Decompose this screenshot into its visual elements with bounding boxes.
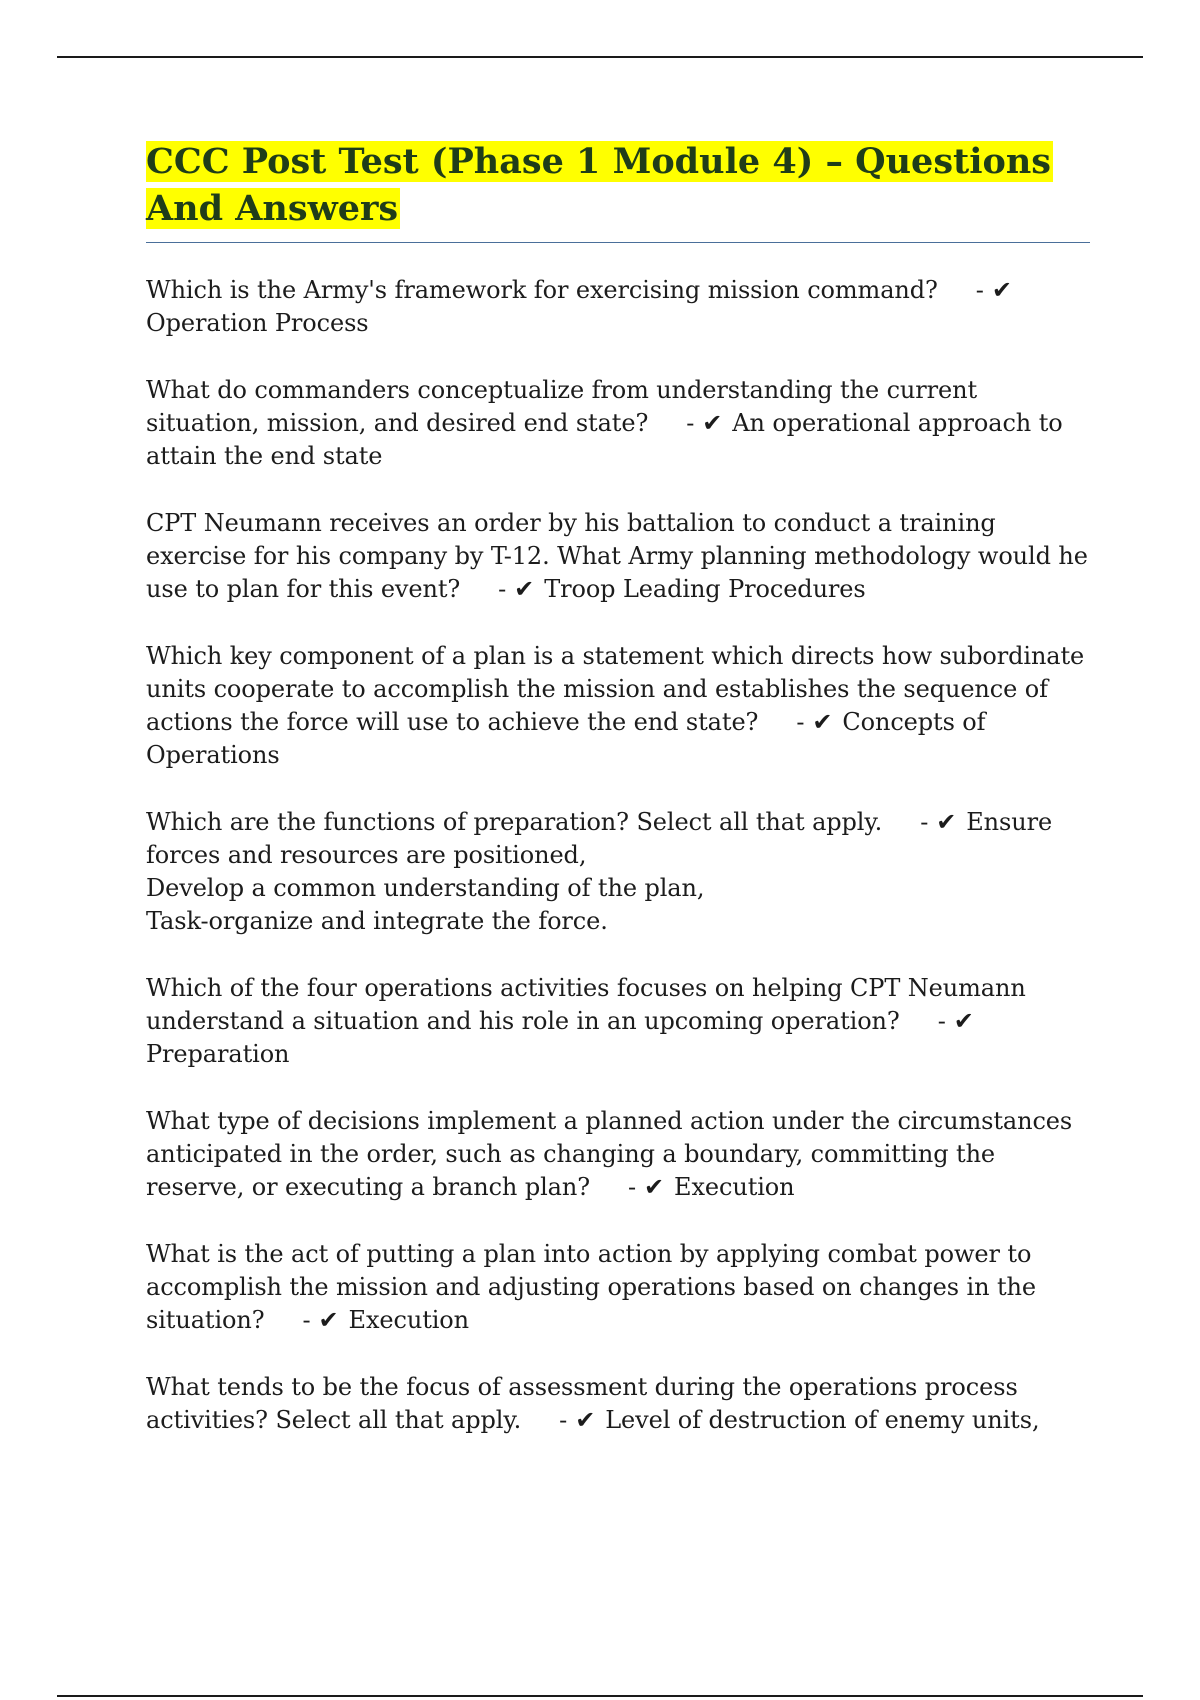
answer-text: Troop Leading Procedures xyxy=(544,575,866,603)
qa-item xyxy=(146,1371,1090,1437)
title-highlight: CCC Post Test (Phase 1 Module 4) – Questions And Answers xyxy=(146,141,1051,229)
qa-item xyxy=(146,972,1090,1071)
question-text: CPT Neumann receives an order by his battalion to conduct a training exercise for his company by T-12. What Army planning methodology would he use to plan for this event? xyxy=(146,509,1088,603)
qa-list xyxy=(146,274,1090,1437)
question-text: Which is the Army's framework for exercising mission command? xyxy=(146,276,938,304)
answer-separator: - xyxy=(920,808,929,836)
question-text: Which of the four operations activities focuses on helping CPT Neumann understand a situation and his role in an upcoming operation? xyxy=(146,974,1026,1035)
check-icon: ✔ xyxy=(936,808,957,836)
answer-text: Ensure forces and resources are positioned, xyxy=(146,808,1053,869)
answer-text: Concepts of Operations xyxy=(146,708,986,769)
document-title xyxy=(146,138,1090,232)
check-icon: ✔ xyxy=(318,1306,339,1334)
question-text: What do commanders conceptualize from understanding the current situation, mission, and desired end state? xyxy=(146,376,978,437)
answer-separator: - xyxy=(937,1007,946,1035)
answer-separator: - xyxy=(796,708,805,736)
check-icon: ✔ xyxy=(644,1173,665,1201)
question-text: What is the act of putting a plan into action by applying combat power to accomplish the mission and adjusting operations based on changes in the situation? xyxy=(146,1240,1036,1334)
title-underline xyxy=(146,242,1090,243)
answer-text: An operational approach to attain the end state xyxy=(146,409,1063,470)
question-text: What type of decisions implement a planned action under the circumstances anticipated in the order, such as changing a boundary, committing the reserve, or executing a branch plan? xyxy=(146,1107,1073,1201)
answer-separator: - xyxy=(686,409,695,437)
answer-text: Execution xyxy=(348,1306,470,1334)
answer-separator: - xyxy=(302,1306,311,1334)
answer-separator: - xyxy=(559,1406,568,1434)
document-body xyxy=(146,138,1090,1471)
qa-item xyxy=(146,640,1090,772)
answer-text: Operation Process xyxy=(146,309,369,337)
check-icon: ✔ xyxy=(514,575,535,603)
answer-text: Execution xyxy=(674,1173,795,1201)
answer-line: Task-organize and integrate the force. xyxy=(146,907,608,935)
check-icon: ✔ xyxy=(991,276,1012,304)
answer-separator: - xyxy=(498,575,507,603)
answer-line: Develop a common understanding of the plan, xyxy=(146,874,705,902)
question-text: Which are the functions of preparation? Select all that apply. xyxy=(146,808,883,836)
answer-text: Preparation xyxy=(146,1040,290,1068)
check-icon: ✔ xyxy=(575,1406,596,1434)
qa-item xyxy=(146,274,1090,340)
qa-item xyxy=(146,507,1090,606)
answer-text: Level of destruction of enemy units, xyxy=(605,1406,1040,1434)
qa-item xyxy=(146,1238,1090,1337)
answer-separator: - xyxy=(628,1173,637,1201)
qa-item xyxy=(146,806,1090,938)
qa-item xyxy=(146,374,1090,473)
question-text: Which key component of a plan is a statement which directs how subordinate units cooperate to accomplish the mission and establishes the sequence of actions the force will use to achieve the end state? xyxy=(146,642,1085,736)
page-bottom-rule xyxy=(57,1695,1143,1697)
answer-separator: - xyxy=(975,276,984,304)
check-icon: ✔ xyxy=(953,1007,974,1035)
page-top-rule xyxy=(57,56,1143,58)
check-icon: ✔ xyxy=(702,409,723,437)
check-icon: ✔ xyxy=(812,708,833,736)
question-text: What tends to be the focus of assessment during the operations process activities? Select all that apply. xyxy=(146,1373,1018,1434)
qa-item xyxy=(146,1105,1090,1204)
